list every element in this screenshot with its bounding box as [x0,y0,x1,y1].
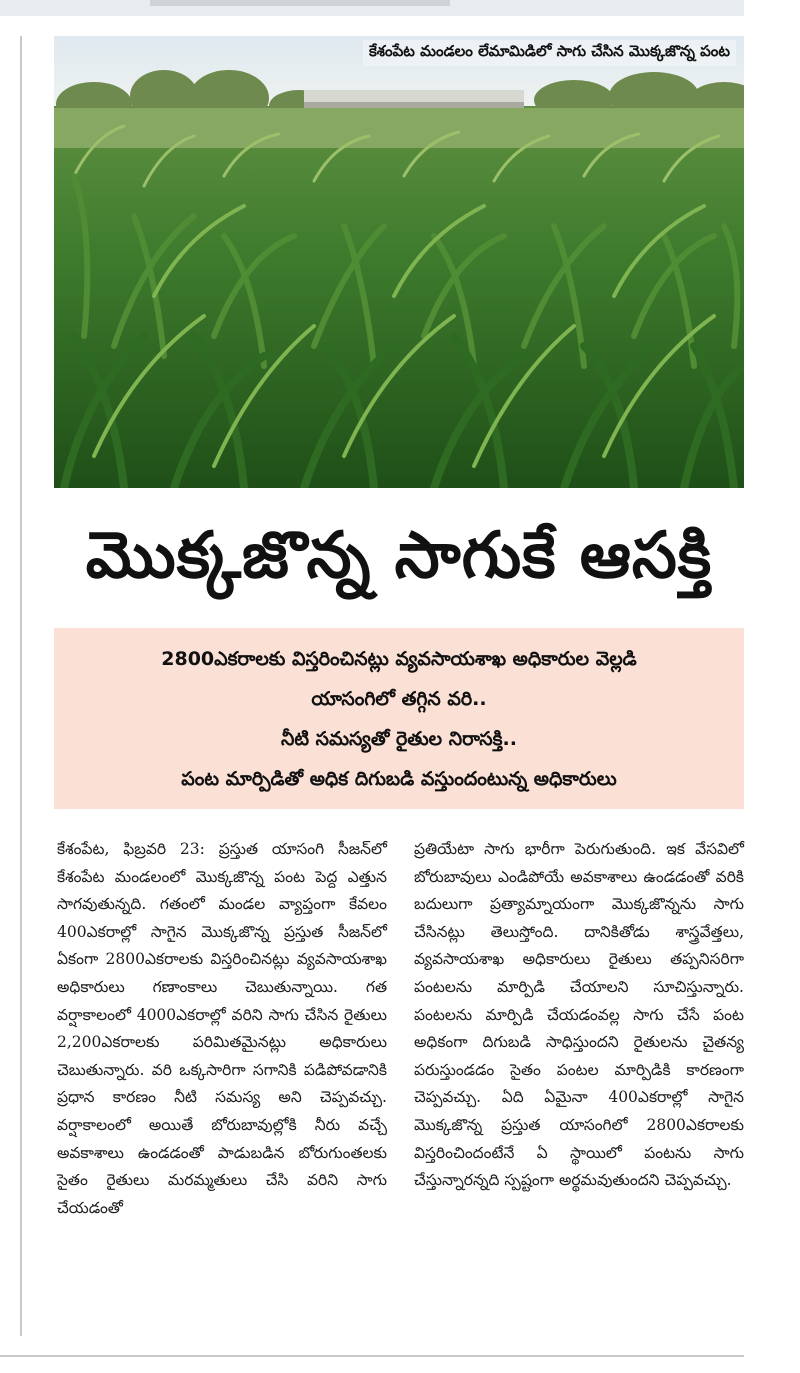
bottom-divider [0,1355,744,1357]
column-divider-left [20,36,22,1336]
maize-field-photo [54,36,744,488]
sub-headline-line: పంట మార్పిడితో అధిక దిగుబడి వస్తుందంటున్న అధికారులు [181,767,617,790]
sub-headline-line: నీటి సమస్యతో రైతుల నిరాసక్తి.. [280,727,517,750]
article-body-column-left: కేశంపేట, ఫిబ్రవరి 23: ప్రస్తుత యాసంగి సీజన్‌లో కేశంపేట మండలంలో మొక్కజొన్న పంట పెద్ద ఎత్తున సాగవుతున్నది. గతంలో మండల వ్యాప్తంగా కేవలం 400ఎకరాల్లో సాగైన మొక్కజొన్న ప్రస్తుత సీజన్‌లో ఏకంగా 2800ఎకరాలకు విస్తరించినట్లు వ్యవసాయశాఖ అధికారులు గణాంకాలు చెబుతున్నాయి. గత వర్షాకాలంలో 4000ఎకరాల్లో వరిని సాగు చేసిన రైతులు 2,200ఎకరాలకు పరిమితమైనట్లు అధికారులు చెబుతున్నారు. వరి ఒక్కసారిగా సగానికి పడిపోవడానికి ప్రధాన కారణం నీటి సమస్య అని చెప్పవచ్చు. వర్షాకాలంలో అయితే బోరుబావుల్లోకి నీరు వచ్చే అవకాశాలు ఉండడంతో పాడుబడిన బోరుగుంతలకు సైతం రైతులు మరమ్మతులు చేసి వరిని సాగు చేయడంతో [57,840,387,1217]
sub-headline-line: 2800ఎకరాలకు విస్తరించినట్లు వ్యవసాయశాఖ అధికారుల వెల్లడి [161,647,637,670]
previous-article-strip [0,0,744,16]
strip-text-fragment [150,0,450,6]
headline: మొక్కజొన్న సాగుకే ఆసక్తి [85,519,713,593]
shed-roof [304,90,524,102]
article-body-column-right: ప్రతియేటా సాగు భారీగా పెరుగుతుంది. ఇక వేసవిలో బోరుబావులు ఎండిపోయే అవకాశాలు ఉండడంతో వరికి బదులుగా ప్రత్యామ్నాయంగా మొక్కజొన్నను సాగు చేసినట్లు తెలుస్తోంది. దానికితోడు శాస్త్రవేత్తలు, వ్యవసాయశాఖ అధికారులు రైతులు తప్పనిసరిగా పంటలను మార్పిడి చేయాలని సూచిస్తున్నారు. పంటలను మార్పిడి చేయడంవల్ల సాగు చేసే పంట అధికంగా దిగుబడి సాధిస్తుందని రైతులను చైతన్య పరుస్తుండడం సైతం పంటల మార్పిడికి కారణంగా చెప్పవచ్చు. ఏది ఏమైనా 400ఎకరాల్లో సాగైన మొక్కజొన్న ప్రస్తుత యాసంగిలో 2800ఎకరాలకు విస్తరించిందంటేనే ఏ స్థాయిలో పంటను సాగు చేస్తున్నారన్నది స్పష్టంగా అర్థమవుతుందని చెప్పవచ్చు. [414,840,744,1190]
photo-caption: కేశంపేట మండలం లేమామిడిలో సాగు చేసిన మొక్కజొన్న పంట [363,40,736,66]
maize-field-illustration [54,36,744,488]
sub-headline-line: యాసంగిలో తగ్గిన వరి.. [311,687,487,710]
sub-headline-box [54,628,744,809]
